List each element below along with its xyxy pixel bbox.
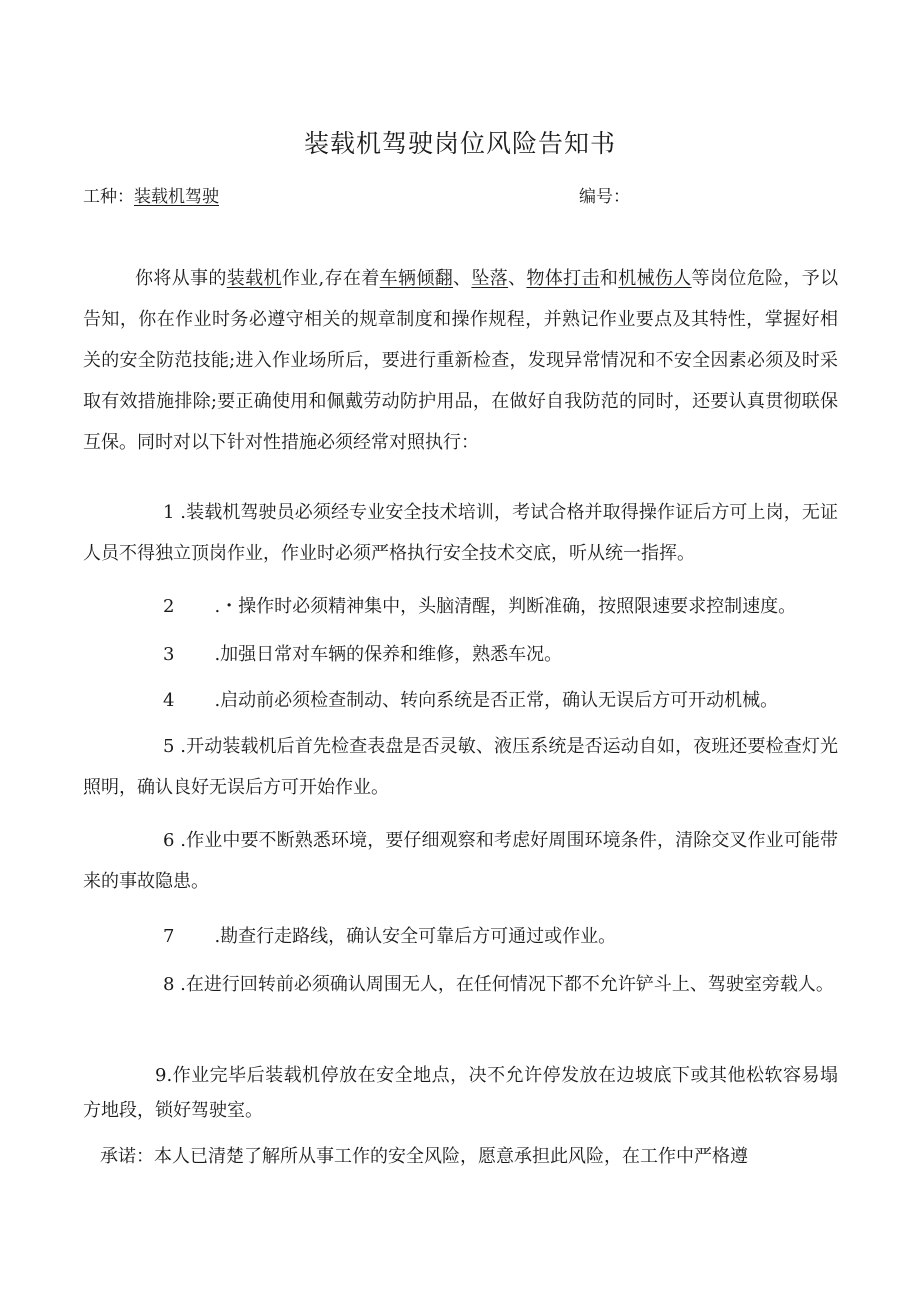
item-text: .勘查行走路线，确认安全可靠后方可通过或作业。 (214, 926, 617, 947)
intro-underline-fall: 坠落 (471, 268, 509, 289)
item-number: 2 (163, 596, 175, 617)
item-text: .在进行回转前必须确认周围无人，在任何情况下都不允许铲斗上、驾驶室旁载人。 (174, 974, 834, 995)
intro-text: 和 (599, 268, 619, 289)
item-text: .作业中要不断熟悉环境，要仔细观察和考虑好周围环境条件，清除交叉作业可能带来的事故隐患。 (83, 830, 838, 892)
intro-underline-machine: 装载机 (226, 268, 282, 289)
item-text: .・操作时必须精神集中，头脑清醒，判断准确，按照限速要求控制速度。 (214, 596, 797, 617)
item-text: .作业完毕后装载机停放在安全地点，决不允许停发放在边坡底下或其他松软容易塌方地段，锁好驾驶室。 (83, 1065, 838, 1121)
list-item (83, 964, 838, 1005)
item-number: 7 (163, 926, 175, 947)
item-number: 6 (163, 830, 175, 851)
item-number: 4 (163, 690, 175, 711)
list-item (83, 820, 838, 902)
intro-text: 你将从事的 (135, 268, 227, 289)
list-item (83, 586, 838, 627)
intro-text: 等岗位危险，予以告知，你在作业时务必遵守相关的规章制度和操作规程，并熟记作业要点及其特性，掌握好相关的安全防范技能;进入作业场所后，要进行重新检查，发现异常情况和不安全因素必须及时采取有效措施排除;要正确使用和佩戴劳动防护用品，在做好自我防范的同时，还要认真贯彻联保互保。同时对以下针对性措施必须经常对照执行： (83, 268, 839, 453)
item-number: 5 (163, 736, 175, 757)
list-item (83, 916, 838, 957)
item-number: 1 (163, 502, 175, 523)
item-text: .装载机驾驶员必须经专业安全技术培训，考试合格并取得操作证后方可上岗，无证人员不得独立顶岗作业，作业时必须严格执行安全技术交底，听从统一指挥。 (83, 502, 838, 564)
number-label: 编号： (579, 187, 630, 207)
document-title: 装载机驾驶岗位风险告知书 (303, 129, 616, 158)
intro-text: 作业,存在着 (281, 268, 380, 289)
intro-text: 、 (453, 268, 472, 289)
item-text: .加强日常对车辆的保养和维修，熟悉车况。 (214, 644, 563, 665)
item-text: .启动前必须检查制动、转向系统是否正常，确认无误后方可开动机械。 (214, 690, 779, 711)
intro-text: 、 (508, 268, 527, 289)
list-item (83, 680, 838, 721)
item-text: .开动装载机后首先检查表盘是否灵敏、液压系统是否运动自如，夜班还要检查灯光照明，确认良好无误后方可开始作业。 (83, 736, 838, 798)
item-number: 3 (163, 644, 175, 665)
intro-paragraph (83, 258, 838, 463)
item-number: 9 (155, 1065, 167, 1086)
item-number: 8 (163, 974, 175, 995)
list-item (83, 634, 838, 675)
promise-paragraph: 承诺：本人已清楚了解所从事工作的安全风险，愿意承担此风险，在工作中严格遵 (100, 1146, 748, 1167)
list-item (83, 492, 838, 574)
list-item (83, 726, 838, 808)
list-item (83, 1058, 838, 1128)
intro-underline-rollover: 车辆倾翻 (379, 268, 454, 289)
job-type-label: 工种： (83, 187, 134, 207)
intro-underline-injury: 机械伤人 (618, 268, 692, 289)
job-type (83, 182, 219, 207)
document-number (579, 182, 630, 207)
intro-underline-strike: 物体打击 (526, 268, 600, 289)
job-type-value: 装载机驾驶 (134, 187, 219, 207)
